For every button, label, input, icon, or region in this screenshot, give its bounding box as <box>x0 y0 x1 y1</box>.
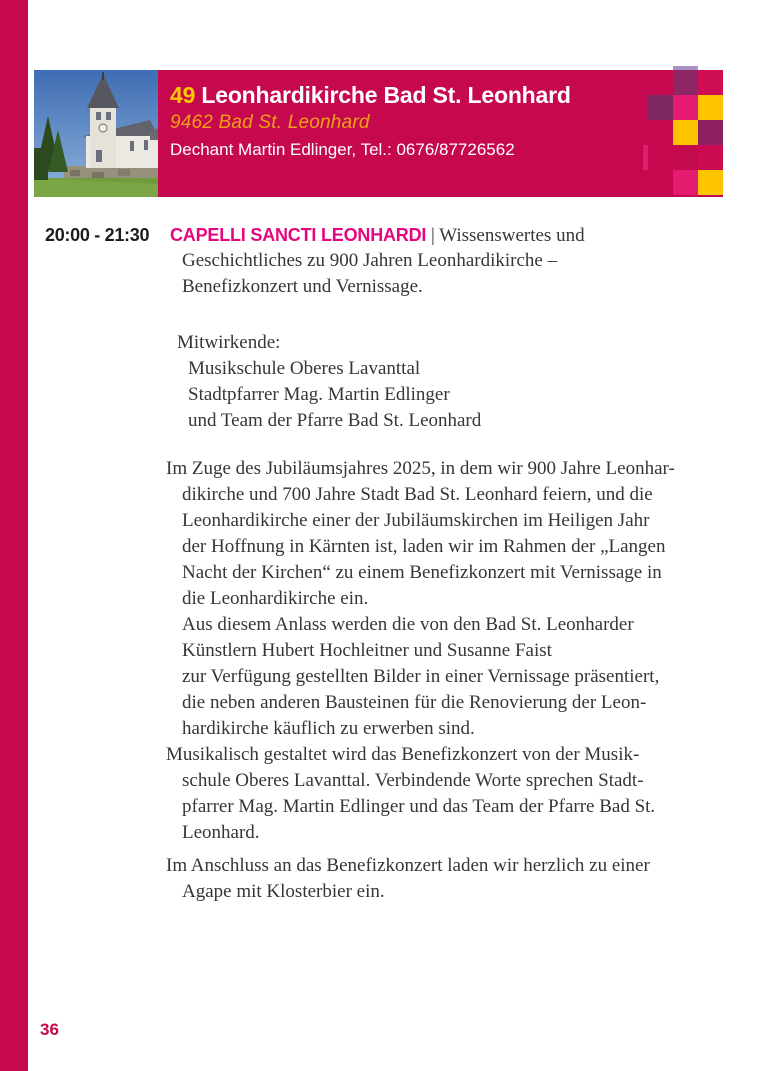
description-line: Musikalisch gestaltet wird das Benefizkonzert von der Musik- <box>166 744 640 765</box>
description-line: zur Verfügung gestellten Bilder in einer Vernissage präsentiert, <box>182 666 660 687</box>
description-line: hardikirche käuflich zu erwerben sind. <box>182 718 475 739</box>
description-line: der Hoffnung in Kärnten ist, laden wir im Rahmen der „Langen <box>182 536 666 557</box>
description-line: Aus diesem Anlass werden die von den Bad St. Leonharder <box>182 614 634 635</box>
description-line: Leonhard. <box>182 822 260 843</box>
mosaic-cell <box>648 170 673 195</box>
mosaic-cell <box>673 170 698 195</box>
event-intro-line: Geschichtliches zu 900 Jahren Leonhardikirche – <box>182 250 558 271</box>
mosaic-cell <box>698 145 723 170</box>
mosaic-cell <box>698 70 723 95</box>
mosaic-cell <box>673 120 698 145</box>
description-line: die neben anderen Bausteinen für die Renovierung der Leon- <box>182 692 647 713</box>
description-line: Künstlern Hubert Hochleitner und Susanne Faist <box>182 640 552 661</box>
mosaic-cell <box>698 120 723 145</box>
event-intro-first: Wissenswertes und <box>439 225 585 246</box>
event-details <box>45 222 757 905</box>
mosaic-cell <box>673 95 698 120</box>
description-line: pfarrer Mag. Martin Edlinger und das Team der Pfarre Bad St. <box>182 796 656 817</box>
event-title: CAPELLI SANCTI LEONHARDI <box>170 225 427 245</box>
closing-line: Im Anschluss an das Benefizkonzert laden wir herzlich zu einer <box>166 855 650 876</box>
mosaic-cell <box>648 120 673 145</box>
mosaic-decoration <box>648 70 723 195</box>
venue-number: 49 <box>170 82 196 108</box>
event-description <box>45 456 757 846</box>
mosaic-cell <box>648 70 673 95</box>
event-intro-line: Benefizkonzert und Vernissage. <box>182 276 423 297</box>
mitwirkende-label: Mitwirkende: <box>177 332 281 353</box>
mitwirkende-item: Musikschule Oberes Lavanttal <box>188 358 421 379</box>
description-line: Im Zuge des Jubiläumsjahres 2025, in dem wir 900 Jahre Leonhar- <box>166 458 675 479</box>
mitwirkende-item: Stadtpfarrer Mag. Martin Edlinger <box>188 384 450 405</box>
mosaic-cell <box>648 95 673 120</box>
page-edge-bar <box>0 0 28 1071</box>
description-line: dikirche und 700 Jahre Stadt Bad St. Leonhard feiern, und die <box>182 484 653 505</box>
church-photo <box>34 70 158 197</box>
event-closing <box>45 853 757 905</box>
description-line: schule Oberes Lavanttal. Verbindende Worte sprechen Stadt- <box>182 770 644 791</box>
closing-line: Agape mit Klosterbier ein. <box>182 881 385 902</box>
page-number: 36 <box>40 1020 59 1039</box>
mitwirkende-list <box>45 356 757 434</box>
description-line: Nacht der Kirchen“ zu einem Benefizkonzert mit Vernissage in <box>182 562 662 583</box>
mosaic-cell <box>698 95 723 120</box>
mosaic-cell <box>698 170 723 195</box>
description-line: Leonhardikirche einer der Jubiläumskirchen im Heiligen Jahr <box>182 510 650 531</box>
mosaic-cell <box>673 70 698 95</box>
venue-banner <box>158 70 723 197</box>
event-intro-lines <box>45 248 757 300</box>
mosaic-cell <box>648 145 673 170</box>
event-header-line <box>45 222 757 248</box>
venue-title-line <box>170 80 723 110</box>
mitwirkende-item: und Team der Pfarre Bad St. Leonhard <box>188 410 482 431</box>
separator: | <box>426 225 440 246</box>
description-line: die Leonhardikirche ein. <box>182 588 369 609</box>
venue-name: Leonhardikirche Bad St. Leonhard <box>195 82 571 108</box>
church-photo-image <box>34 70 158 197</box>
mosaic-cell <box>673 145 698 170</box>
venue-contact: Dechant Martin Edlinger, Tel.: 0676/87726562 <box>170 140 515 159</box>
venue-address: 9462 Bad St. Leonhard <box>170 112 370 133</box>
event-time: 20:00 - 21:30 <box>45 225 150 245</box>
